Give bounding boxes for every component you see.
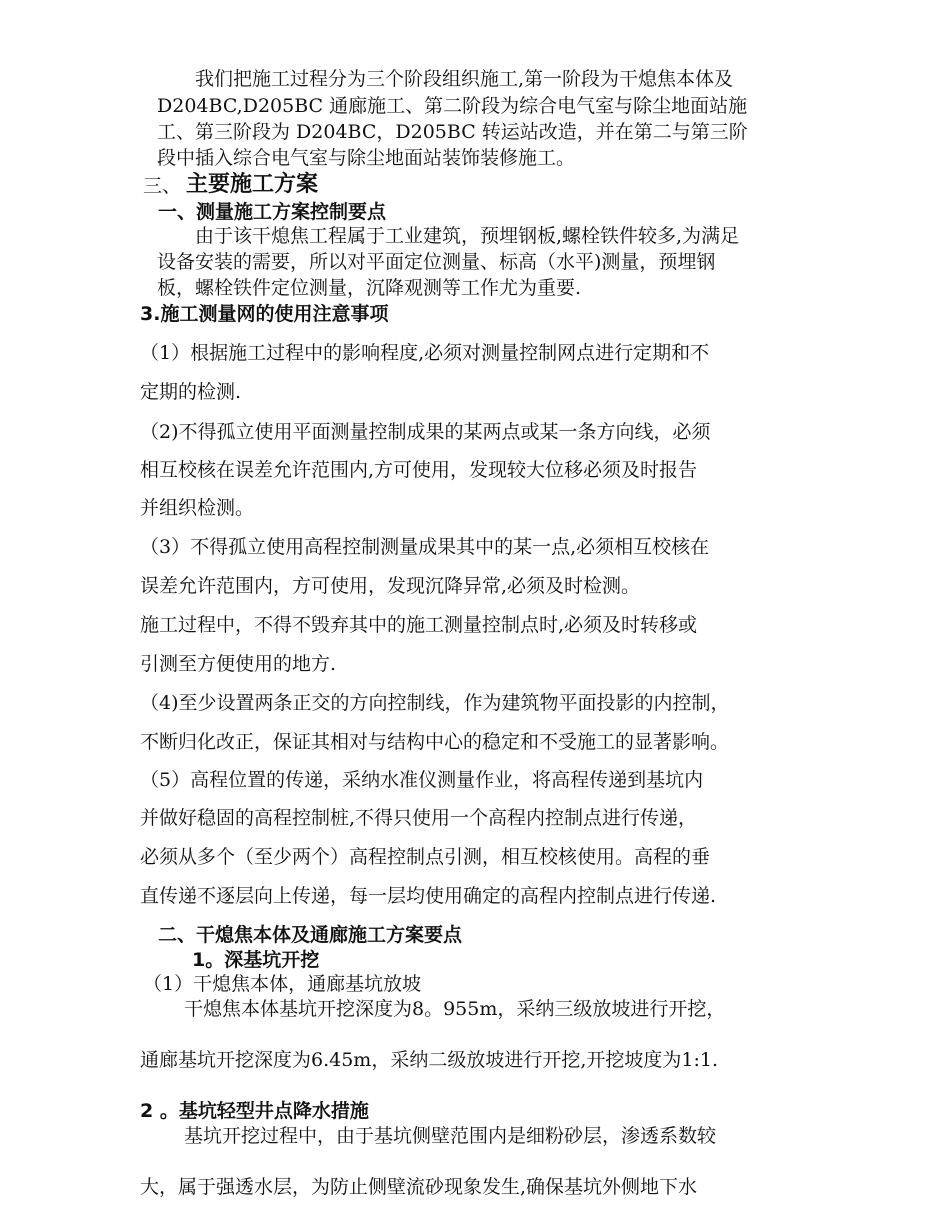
network-line-14: 必须从多个（至少两个）高程控制点引测，相互校核使用。高程的垂 — [140, 846, 711, 868]
cdq-line-1: 干熄焦本体基坑开挖深度为8。955m，采纳三级放坡进行开挖， — [184, 998, 726, 1020]
section-3-title: 主要施工方案 — [186, 172, 319, 197]
network-line-8: 施工过程中，不得不毁弃其中的施工测量控制点时,必须及时转移或 — [140, 614, 698, 636]
network-line-15: 直传递不逐层向上传递，每一层均使用确定的高程内控制点进行传递. — [140, 885, 717, 907]
cdq-line-2: 通廊基坑开挖深度为6.45m，采纳二级放坡进行开挖,开挖坡度为1:1. — [140, 1049, 718, 1071]
network-heading: 3.施工测量网的使用注意事项 — [140, 303, 389, 325]
cdq-sub-heading-1: 1。深基坑开挖 — [192, 949, 320, 971]
survey-line-3: 板，螺栓铁件定位测量，沉降观测等工作尤为重要. — [157, 277, 582, 299]
network-line-2: 定期的检测. — [140, 381, 242, 403]
network-line-7: 误差允许范围内，方可使用，发现沉降异常,必须及时检测。 — [140, 575, 641, 597]
network-line-4: 相互校核在误差允许范围内,方可使用，发现较大位移必须及时报告 — [140, 459, 698, 481]
network-line-5: 并组织检测。 — [140, 497, 255, 519]
intro-line-4: 段中插入综合电气室与除尘地面站装饰装修施工。 — [157, 147, 576, 169]
cdq-heading: 二、干熄焦本体及通廊施工方案要点 — [158, 924, 463, 946]
section-3-number: 三、 — [143, 175, 182, 197]
survey-line-1: 由于该干熄焦工程属于工业建筑，预埋钢板,螺栓铁件较多,为满足 — [195, 225, 740, 247]
cdq-item-1: （1）干熄焦本体，通廊基坑放坡 — [143, 973, 422, 995]
network-line-11: 不断归化改正，保证其相对与结构中心的稳定和不受施工的显著影响。 — [140, 731, 730, 753]
survey-line-2: 设备安装的需要，所以对平面定位测量、标高（水平)测量，预埋钢 — [157, 251, 716, 273]
network-line-6: （3）不得孤立使用高程控制测量成果其中的某一点,必须相互校核在 — [140, 536, 710, 558]
network-line-3: （2)不得孤立使用平面测量控制成果的某两点或某一条方向线，必须 — [140, 421, 711, 443]
network-line-10: （4)至少设置两条正交的方向控制线，作为建筑物平面投影的内控制， — [140, 692, 730, 714]
survey-heading: 一、测量施工方案控制要点 — [158, 201, 387, 223]
cdq-line-3: 基坑开挖过程中，由于基坑侧壁范围内是细粉砂层，渗透系数较 — [184, 1125, 717, 1147]
intro-line-3: 工、第三阶段为 D204BC，D205BC 转运站改造，并在第二与第三阶 — [157, 121, 748, 143]
cdq-line-4: 大，属于强透水层，为防止侧壁流砂现象发生,确保基坑外侧地下水 — [140, 1176, 698, 1198]
network-line-9: 引测至方便使用的地方. — [140, 653, 337, 675]
network-line-12: （5）高程位置的传递，采纳水准仪测量作业，将高程传递到基坑内 — [140, 769, 704, 791]
cdq-sub-heading-2: 2 。基坑轻型井点降水措施 — [140, 1100, 369, 1122]
network-line-1: （1）根据施工过程中的影响程度,必须对测量控制网点进行定期和不 — [140, 342, 710, 364]
intro-line-1: 我们把施工过程分为三个阶段组织施工,第一阶段为干熄焦本体及 — [195, 68, 734, 90]
network-line-13: 并做好稳固的高程控制桩,不得只使用一个高程内控制点进行传递， — [140, 807, 698, 829]
intro-line-2: D204BC,D205BC 通廊施工、第二阶段为综合电气室与除尘地面站施 — [157, 95, 748, 117]
